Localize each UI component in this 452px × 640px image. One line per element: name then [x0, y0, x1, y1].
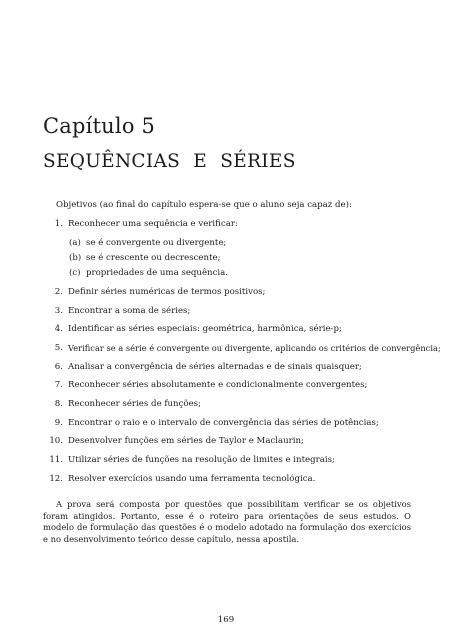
objective-number: 9.: [54, 418, 63, 428]
objective-text: Reconhecer uma sequência e verificar:: [68, 219, 238, 229]
objective-text: Encontrar o raio e o intervalo de convergência das séries de potências;: [68, 418, 379, 428]
sub-item-text: propriedades de uma sequência.: [86, 268, 229, 278]
objective-number: 12.: [49, 474, 63, 484]
objective-text: Analisar a convergência de séries alternadas e de sinais quaisquer;: [68, 362, 362, 372]
objective-number: 2.: [54, 287, 63, 297]
chapter-label: Capítulo 5: [43, 114, 156, 138]
chapter-title: SEQUÊNCIAS E SÉRIES: [43, 151, 296, 172]
objective-text: Definir séries numéricas de termos positivos;: [68, 287, 266, 297]
objective-text: Utilizar séries de funções na resolução de limites e integrais;: [68, 455, 335, 465]
objective-number: 10.: [49, 436, 63, 446]
objective-text: Reconhecer séries absolutamente e condicionalmente convergentes;: [68, 380, 368, 390]
objective-text: Verificar se a série é convergente ou divergente, aplicando os critérios de convergência;: [68, 343, 441, 353]
objective-number: 5.: [54, 343, 63, 353]
sub-item-label: (b): [69, 253, 82, 263]
objective-number: 7.: [54, 380, 63, 390]
objective-number: 3.: [54, 306, 63, 316]
objective-text: Identificar as séries especiais: geométrica, harmônica, série-p;: [68, 324, 342, 334]
sub-item-text: se é crescente ou decrescente;: [86, 253, 221, 263]
objective-text: Desenvolver funções em séries de Taylor e Maclaurin;: [68, 436, 304, 446]
objective-number: 4.: [54, 324, 63, 334]
sub-item-text: se é convergente ou divergente;: [86, 238, 227, 248]
objectives-intro: Objetivos (ao final do capítulo espera-se que o aluno seja capaz de):: [56, 200, 352, 210]
closing-paragraph: A prova será composta por questões que possibilitam verificar se os objetivos foram atingidos. Portanto, esse é o roteiro para orientações de seus estudos. O modelo de formulação das questões é o modelo adotado na formulação dos exercícios e no desenvolvimento teórico desse capítulo, nessa apostila.: [43, 499, 411, 544]
objective-number: 6.: [54, 362, 63, 372]
sub-item-label: (c): [69, 268, 81, 278]
objective-text: Resolver exercícios usando uma ferramenta tecnológica.: [68, 474, 316, 484]
objective-number: 11.: [49, 455, 63, 465]
objective-text: Reconhecer séries de funções;: [68, 399, 201, 409]
objective-text: Encontrar a soma de séries;: [68, 306, 191, 316]
objective-number: 8.: [54, 399, 63, 409]
sub-item-label: (a): [69, 238, 81, 248]
page-number: 169: [217, 615, 235, 625]
objective-number: 1.: [54, 219, 63, 229]
